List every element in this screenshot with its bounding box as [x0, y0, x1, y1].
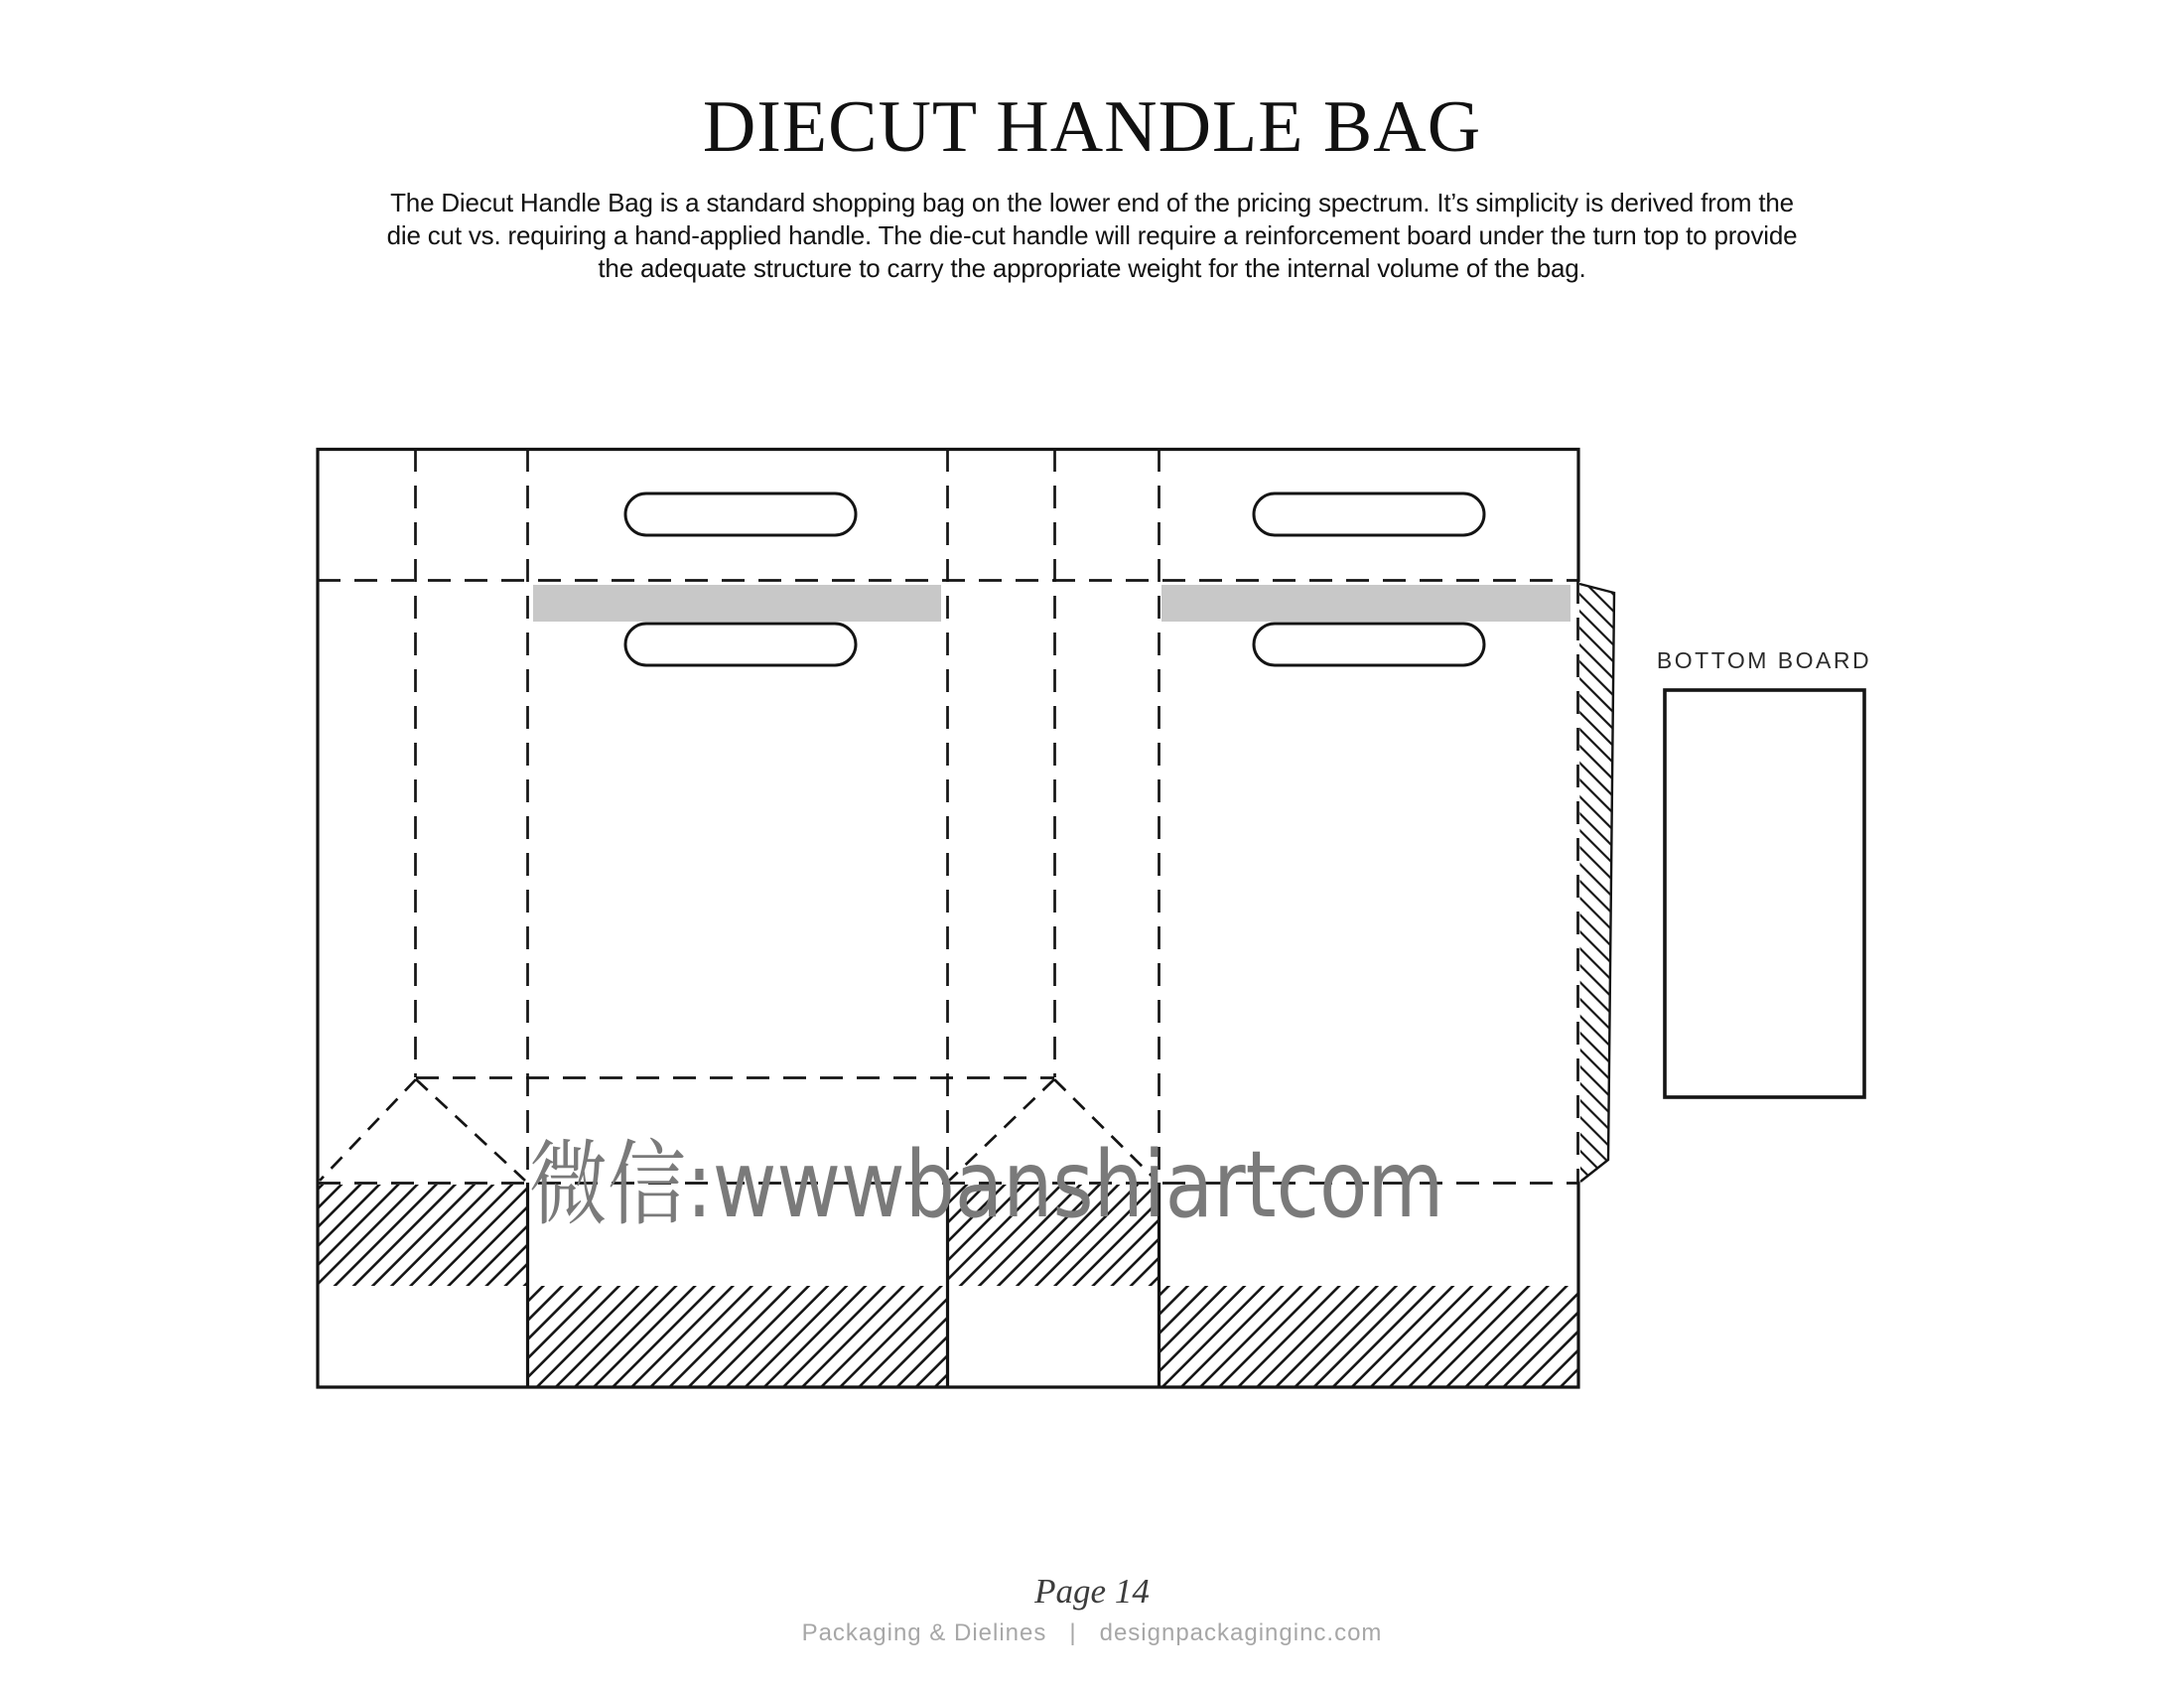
fold-lines: [318, 449, 1578, 1184]
page-number: Page 14: [1034, 1572, 1150, 1611]
page-title: DIECUT HANDLE BAG: [702, 86, 1482, 168]
intro-line-2: die cut vs. requiring a hand-applied handle. The die-cut handle will require a reinforcement board under the turn top to provide: [386, 220, 1798, 250]
left-triangle-left-diagonal: [320, 1079, 416, 1181]
front-handle-slot-lower: [625, 624, 856, 665]
back-handle-slot-upper: [1254, 493, 1484, 535]
turn-top-reinforcement-bars: [533, 585, 1570, 622]
watermark-text: 微信:wwwbanshiartcom: [529, 1131, 1444, 1238]
side-glue-flap: [1579, 584, 1614, 1182]
left-triangle-right-diagonal: [416, 1079, 525, 1181]
front-reinforcement-bar: [533, 585, 941, 622]
intro-line-3: the adequate structure to carry the appropriate weight for the internal volume of the bag.: [598, 253, 1586, 283]
front-handle-slot-upper: [625, 493, 856, 535]
intro-line-1: The Diecut Handle Bag is a standard shopping bag on the lower end of the pricing spectrum. It’s simplicity is derived from the: [390, 188, 1794, 217]
bottom-board-outline: [1665, 690, 1864, 1097]
footer-credit: Packaging & Dielines | designpackaginginc.com: [801, 1619, 1383, 1646]
front-panel-flap-hatch: [527, 1286, 947, 1387]
back-handle-slot-lower: [1254, 624, 1484, 665]
back-reinforcement-bar: [1161, 585, 1570, 622]
back-panel-flap-hatch: [1159, 1286, 1578, 1387]
left-gusset-flap-hatch: [318, 1185, 527, 1286]
bottom-board-label: BOTTOM BOARD: [1656, 647, 1872, 673]
